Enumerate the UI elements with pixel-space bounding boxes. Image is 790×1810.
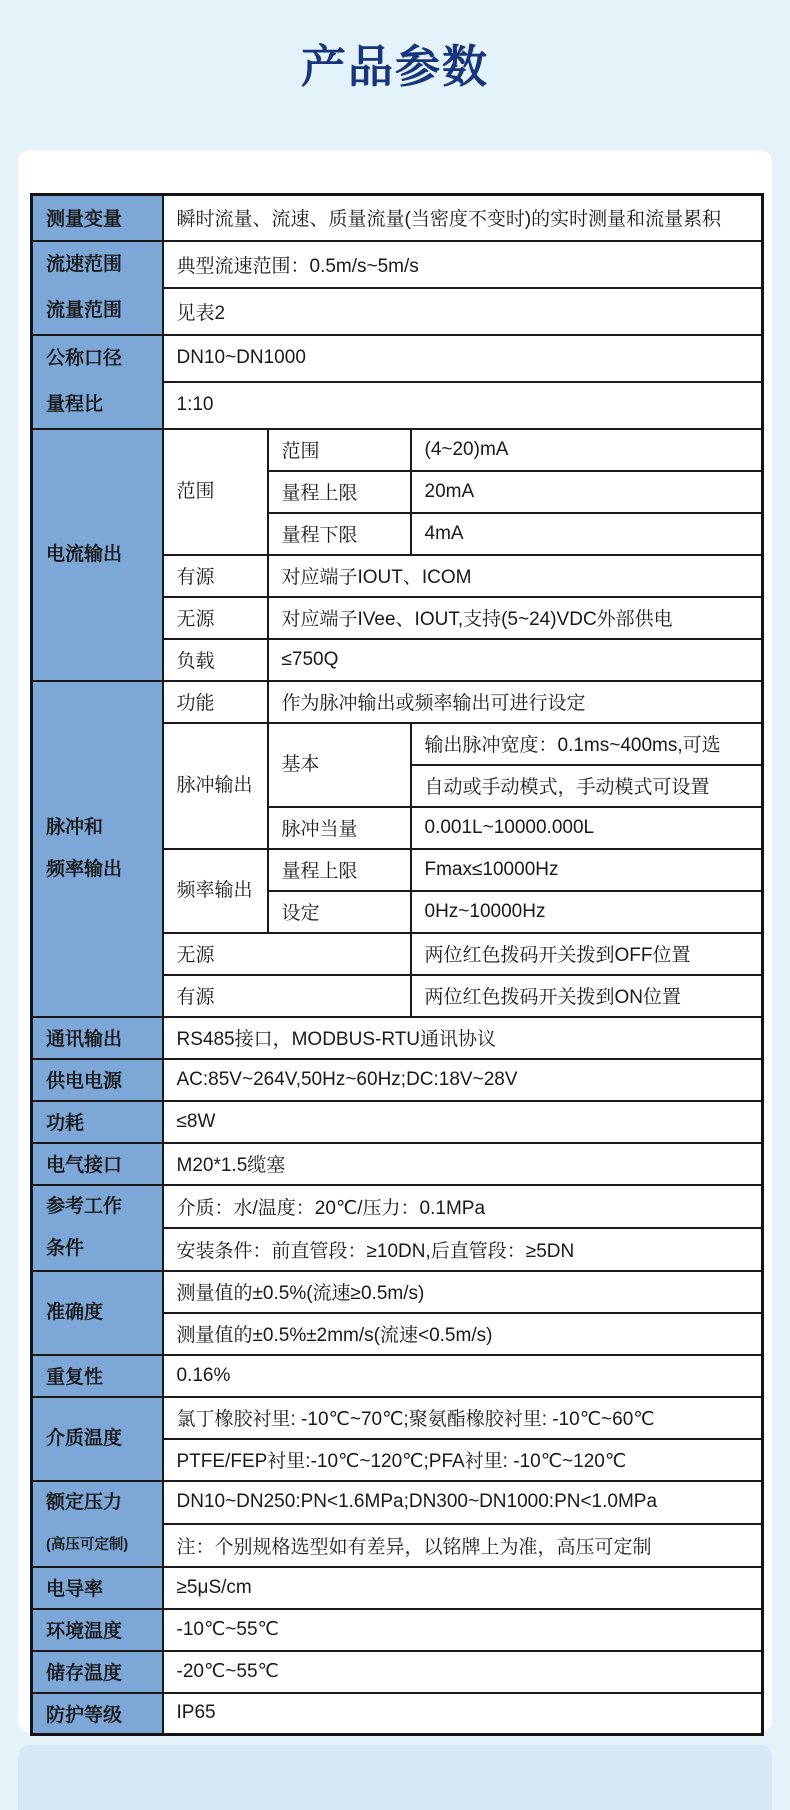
table-row [32, 1397, 763, 1439]
current-active-label: 有源 [163, 555, 268, 597]
current-range-group-label [163, 429, 268, 555]
power-consumption-value: ≤8W [163, 1101, 763, 1143]
pulse-basic-value-1: 输出脉冲宽度：0.1ms~400ms,可选 [411, 723, 763, 765]
nominal-diameter-value: DN10~DN1000 [163, 335, 763, 382]
current-lower-value: 4mA [411, 513, 763, 555]
row-header-measured-vars: 测量变量 [32, 195, 163, 241]
table-row [32, 1651, 763, 1693]
row-header-medium-temp [32, 1397, 163, 1481]
current-range-value: (4~20)mA [411, 429, 763, 471]
current-upper-value: 20mA [411, 471, 763, 513]
accuracy-value-1: 测量值的±0.5%(流速≥0.5m/s) [163, 1271, 763, 1313]
rated-pressure-value-1: DN10~DN250:PN<1.6MPa;DN300~DN1000:PN<1.0MPa [163, 1481, 763, 1524]
freq-output-text: 频率输出 [176, 879, 253, 901]
table-row [32, 195, 763, 241]
table-row [32, 1017, 763, 1059]
current-range-name: 范围 [268, 429, 411, 471]
storage-temp-value: -20℃~55℃ [163, 1651, 763, 1693]
turndown-ratio-label: 量程比 [46, 393, 104, 415]
medium-temp-value-2: PTFE/FEP衬里:-10℃~120℃;PFA衬里: -10℃~120℃ [163, 1439, 763, 1481]
current-load-label: 负载 [163, 639, 268, 681]
row-header-electrical-interface: 电气接口 [32, 1143, 163, 1185]
medium-temp-label: 介质温度 [46, 1427, 123, 1449]
page-title: 产品参数 [300, 41, 489, 92]
electrical-interface-value: M20*1.5缆塞 [163, 1143, 763, 1185]
freq-set-value: 0Hz~10000Hz [411, 891, 763, 933]
pulse-active-label: 有源 [163, 975, 411, 1017]
row-header-velocity-flow-range [32, 241, 163, 335]
nominal-diameter-label: 公称口径 [46, 347, 123, 369]
pulse-freq-label-line2: 频率输出 [46, 858, 123, 880]
conductivity-value: ≥5μS/cm [163, 1567, 763, 1609]
ambient-temp-value: -10℃~55℃ [163, 1609, 763, 1651]
current-load-value: ≤750Q [268, 639, 763, 681]
comm-output-value: RS485接口，MODBUS-RTU通讯协议 [163, 1017, 763, 1059]
product-spec-table [30, 193, 764, 1736]
measured-vars-value: 瞬时流量、流速、质量流量(当密度不变时)的实时测量和流量累积 [163, 195, 763, 241]
table-row [32, 1059, 763, 1101]
row-header-rated-pressure [32, 1481, 163, 1567]
table-row [32, 335, 763, 382]
pulse-basic-text: 基本 [281, 753, 320, 775]
pulse-equivalent-value: 0.001L~10000.000L [411, 807, 763, 849]
current-upper-name: 量程上限 [268, 471, 411, 513]
pulse-passive-label: 无源 [163, 933, 411, 975]
ref-conditions-label-line1: 参考工作 [46, 1195, 123, 1217]
flow-range-value: 见表2 [163, 288, 763, 335]
table-row [32, 681, 763, 723]
current-lower-name: 量程下限 [268, 513, 411, 555]
pulse-freq-label-line1: 脉冲和 [46, 816, 104, 838]
protection-class-value: IP65 [163, 1693, 763, 1735]
row-header-current-output [32, 429, 163, 681]
velocity-range-label: 流速范围 [46, 253, 123, 275]
table-row [32, 1567, 763, 1609]
row-header-conductivity: 电导率 [32, 1567, 163, 1609]
accuracy-value-2: 测量值的±0.5%±2mm/s(流速<0.5m/s) [163, 1313, 763, 1355]
table-row [32, 1101, 763, 1143]
velocity-range-value: 典型流速范围：0.5m/s~5m/s [163, 241, 763, 288]
row-header-ambient-temp: 环境温度 [32, 1609, 163, 1651]
table-row [32, 429, 763, 471]
pulse-output-text: 脉冲输出 [176, 774, 253, 796]
pulse-active-value: 两位红色拨码开关拨到ON位置 [411, 975, 763, 1017]
pulse-equivalent-label: 脉冲当量 [268, 807, 411, 849]
rated-pressure-label: 额定压力 [46, 1491, 123, 1513]
current-active-value: 对应端子IOUT、ICOM [268, 555, 763, 597]
current-range-group-text: 范围 [176, 480, 215, 502]
freq-upper-value: Fmax≤10000Hz [411, 849, 763, 891]
pulse-basic-value-2: 自动或手动模式，手动模式可设置 [411, 765, 763, 807]
table-row [32, 1609, 763, 1651]
ref-conditions-value-1: 介质：水/温度：20℃/压力：0.1MPa [163, 1185, 763, 1228]
row-header-diameter-turndown [32, 335, 163, 429]
freq-set-label: 设定 [268, 891, 411, 933]
rated-pressure-note: (高压可定制) [46, 1536, 129, 1553]
table-row [32, 1355, 763, 1397]
table-row [32, 1271, 763, 1313]
flow-range-label: 流量范围 [46, 299, 123, 321]
current-passive-value: 对应端子IVee、IOUT,支持(5~24)VDC外部供电 [268, 597, 763, 639]
next-section-panel [18, 1745, 772, 1810]
repeatability-value: 0.16% [163, 1355, 763, 1397]
turndown-ratio-value: 1:10 [163, 382, 763, 429]
row-header-power-supply: 供电电源 [32, 1059, 163, 1101]
freq-output-label [163, 849, 268, 933]
ref-conditions-label-line2: 条件 [46, 1237, 85, 1259]
table-row [32, 1185, 763, 1228]
pulse-function-label: 功能 [163, 681, 268, 723]
row-header-accuracy [32, 1271, 163, 1355]
row-header-repeatability: 重复性 [32, 1355, 163, 1397]
row-header-ref-conditions [32, 1185, 163, 1271]
row-header-pulse-freq-output [32, 681, 163, 1017]
pulse-basic-label [268, 723, 411, 807]
table-row [32, 1143, 763, 1185]
pulse-passive-value: 两位红色拨码开关拨到OFF位置 [411, 933, 763, 975]
freq-upper-label: 量程上限 [268, 849, 411, 891]
row-header-storage-temp: 储存温度 [32, 1651, 163, 1693]
current-output-label: 电流输出 [46, 543, 123, 565]
row-header-power-consumption: 功耗 [32, 1101, 163, 1143]
ref-conditions-value-2: 安装条件：前直管段：≥10DN,后直管段：≥5DN [163, 1228, 763, 1271]
row-header-comm-output: 通讯输出 [32, 1017, 163, 1059]
current-passive-label: 无源 [163, 597, 268, 639]
table-row [32, 241, 763, 288]
medium-temp-value-1: 氯丁橡胶衬里: -10℃~70℃;聚氨酯橡胶衬里: -10℃~60℃ [163, 1397, 763, 1439]
pulse-output-label [163, 723, 268, 849]
rated-pressure-value-2: 注：个别规格选型如有差异，以铭牌上为准，高压可定制 [163, 1524, 763, 1567]
table-row [32, 1693, 763, 1735]
power-supply-value: AC:85V~264V,50Hz~60Hz;DC:18V~28V [163, 1059, 763, 1101]
table-row [32, 1481, 763, 1524]
pulse-function-value: 作为脉冲输出或频率输出可进行设定 [268, 681, 763, 723]
row-header-protection-class: 防护等级 [32, 1693, 163, 1735]
accuracy-label: 准确度 [46, 1301, 104, 1323]
